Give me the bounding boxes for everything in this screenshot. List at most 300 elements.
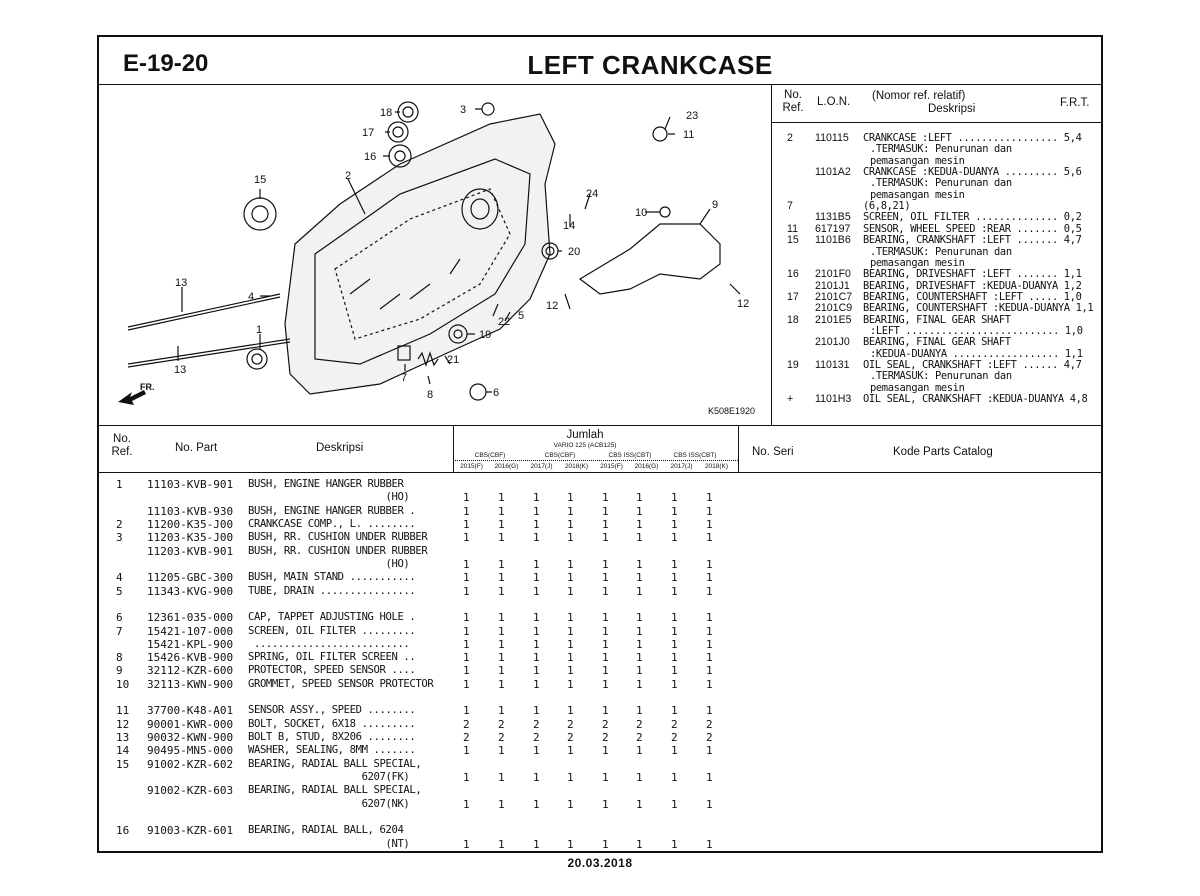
parts-row-desc: BUSH, ENGINE HANGER RUBBER .	[248, 504, 416, 517]
year-header: 2015(F)	[460, 463, 483, 470]
year-header: 2017(J)	[530, 463, 553, 470]
ref-row-lon: 2101J1	[815, 279, 850, 292]
parts-row-qty: 2	[706, 731, 713, 745]
parts-row-qty: 1	[533, 504, 540, 518]
parts-row-desc: BEARING, RADIAL BALL, 6204	[248, 824, 404, 837]
callout-5: 5	[518, 310, 525, 322]
parts-row-qty: 1	[602, 584, 609, 598]
ref-row-ref: 19	[787, 359, 799, 371]
sensor-11-icon	[653, 127, 667, 141]
parts-row-qty: 1	[463, 571, 470, 585]
callout-6: 6	[493, 387, 500, 399]
parts-row-qty: 1	[706, 531, 713, 545]
parts-row-ref: 12	[116, 717, 130, 731]
parts-row-ref: 10	[116, 677, 130, 691]
callout-19: 19	[479, 329, 492, 341]
parts-row-qty: 1	[671, 571, 678, 585]
parts-row-qty: 2	[671, 731, 678, 745]
parts-row-qty: 1	[498, 584, 505, 598]
parts-row-qty: 1	[671, 531, 678, 545]
parts-row-qty: 1	[463, 704, 470, 718]
parts-row-qty: 1	[463, 771, 470, 785]
ref-row-lon: 617197	[815, 222, 851, 235]
ref-row-desc: CRANKCASE :LEFT ................. 5,4	[863, 132, 1082, 144]
parts-row-qty: 1	[706, 504, 713, 518]
callout-23: 23	[686, 110, 699, 122]
ref-row-desc: BEARING, DRIVESHAFT :KEDUA-DUANYA 1,2	[863, 279, 1082, 292]
parts-row-qty: 1	[671, 797, 678, 811]
parts-row-qty: 1	[706, 571, 713, 585]
footer-date: 20.03.2018	[567, 856, 633, 870]
parts-row-qty: 1	[498, 491, 505, 505]
parts-row-qty: 1	[706, 637, 713, 651]
ref-header-lon: L.O.N.	[817, 96, 851, 108]
parts-header-model: VARIO 125 (ACB125)	[553, 442, 617, 449]
parts-row-qty: 1	[498, 571, 505, 585]
parts-header-group-1: CBS(CBF)	[474, 452, 506, 459]
parts-row-qty: 1	[463, 584, 470, 598]
bearing-18-icon	[398, 102, 418, 122]
parts-row-qty: 1	[498, 611, 505, 625]
ref-row-desc: BEARING, COUNTERSHAFT :LEFT ..... 1,0	[863, 290, 1082, 303]
parts-row-desc: (HO)	[248, 491, 410, 504]
parts-row-qty: 1	[636, 837, 643, 851]
svg-text:FR.: FR.	[140, 382, 155, 392]
callout-2: 2	[345, 170, 352, 182]
year-header: 2018(K)	[704, 463, 729, 470]
parts-row-qty: 1	[671, 491, 678, 505]
parts-row-qty: 1	[636, 491, 643, 505]
ref-row-desc: pemasangan mesin	[870, 381, 965, 394]
parts-row-qty: 1	[533, 651, 540, 665]
parts-row-qty: 1	[602, 664, 609, 678]
parts-row-qty: 2	[463, 731, 470, 745]
parts-row-qty: 1	[636, 624, 643, 638]
ref-row-lon: 2101J0	[815, 336, 850, 349]
parts-row-qty: 1	[602, 571, 609, 585]
parts-row-qty: 2	[533, 717, 540, 731]
parts-row-qty: 2	[706, 717, 713, 731]
parts-row-qty: 1	[463, 517, 470, 531]
ref-row-lon: 2101F0	[815, 268, 851, 281]
ref-row-ref: 11	[787, 222, 798, 235]
parts-row-ref: 11	[116, 704, 130, 718]
parts-row-qty: 1	[671, 504, 678, 518]
parts-header-jumlah: Jumlah	[566, 429, 604, 441]
parts-row-qty: 1	[498, 504, 505, 518]
parts-row-qty: 1	[602, 797, 609, 811]
parts-row-qty: 1	[567, 837, 574, 851]
parts-row-qty: 1	[602, 491, 609, 505]
parts-row-ref: 14	[116, 744, 130, 758]
parts-row-ref: 8	[116, 651, 123, 665]
parts-row-qty: 1	[671, 637, 678, 651]
parts-row-desc: SENSOR ASSY., SPEED ........	[248, 704, 416, 717]
year-header: 2018(K)	[564, 463, 589, 470]
parts-row-desc: 6207(FK)	[248, 771, 410, 784]
parts-row-qty: 1	[567, 571, 574, 585]
ref-row-lon: 2101C7	[815, 290, 853, 303]
parts-row-qty: 1	[636, 664, 643, 678]
callout-7: 7	[401, 372, 408, 384]
parts-col-rule-qty-right	[738, 425, 739, 472]
parts-row-qty: 1	[567, 504, 574, 518]
callout-11: 11	[683, 129, 695, 141]
parts-row-part-number: 90032-KWN-900	[147, 731, 234, 745]
parts-row-qty: 1	[706, 557, 713, 571]
year-header: 2016(G)	[494, 463, 519, 470]
ref-row-lon: 110131	[815, 359, 850, 371]
parts-row-qty: 1	[636, 771, 643, 785]
parts-header-no-part: No. Part	[175, 442, 218, 454]
ref-row-desc: BEARING, FINAL GEAR SHAFT	[863, 313, 1011, 326]
parts-row-qty: 1	[463, 531, 470, 545]
parts-row-qty: 1	[533, 704, 540, 718]
parts-row-qty: 1	[636, 531, 643, 545]
parts-row-qty: 1	[602, 637, 609, 651]
parts-row-qty: 1	[636, 571, 643, 585]
parts-row-qty: 2	[636, 717, 643, 731]
parts-row-qty: 1	[567, 531, 574, 545]
parts-row-qty: 1	[671, 664, 678, 678]
ref-header-desc: Deskripsi	[928, 103, 976, 115]
parts-row-qty: 1	[706, 744, 713, 758]
parts-row-qty: 1	[498, 837, 505, 851]
parts-row-part-number: 11205-GBC-300	[147, 571, 234, 585]
parts-row-qty: 1	[636, 557, 643, 571]
callout-10: 10	[635, 207, 648, 219]
bearing-17-icon	[388, 122, 408, 142]
parts-row-qty: 1	[706, 664, 713, 678]
ref-header-divider	[771, 122, 1101, 123]
section-code: E-19-20	[123, 50, 209, 77]
parts-row-qty: 1	[533, 611, 540, 625]
parts-row-desc: BOLT B, STUD, 8X206 ........	[248, 731, 416, 744]
parts-row-desc: BUSH, MAIN STAND ...........	[248, 571, 416, 584]
washer-10-icon	[660, 207, 670, 217]
callout-16: 16	[364, 151, 377, 163]
callout-17: 17	[362, 127, 375, 139]
parts-row-qty: 1	[463, 837, 470, 851]
parts-row-qty: 1	[463, 797, 470, 811]
ref-row-desc: BEARING, COUNTERSHAFT :KEDUA-DUANYA 1,1	[863, 302, 1094, 315]
parts-row-qty: 2	[498, 731, 505, 745]
parts-row-qty: 1	[602, 677, 609, 691]
parts-row-qty: 1	[498, 771, 505, 785]
parts-row-qty: 1	[706, 611, 713, 625]
parts-row-qty: 1	[706, 797, 713, 811]
parts-row-desc: GROMMET, SPEED SENSOR PROTECTOR	[248, 677, 434, 690]
parts-header-no-seri: No. Seri	[752, 446, 794, 458]
callout-24: 24	[586, 188, 599, 200]
parts-row-qty: 1	[463, 744, 470, 758]
parts-row-qty: 1	[498, 664, 505, 678]
parts-col-rule-qty-left	[453, 425, 454, 472]
parts-row-qty: 1	[671, 704, 678, 718]
parts-row-qty: 1	[567, 611, 574, 625]
parts-row-desc: CAP, TAPPET ADJUSTING HOLE .	[248, 611, 416, 624]
parts-row-qty: 1	[636, 517, 643, 531]
parts-row-part-number: 12361-035-000	[147, 611, 234, 625]
parts-row-qty: 1	[602, 651, 609, 665]
parts-row-qty: 1	[533, 637, 540, 651]
parts-row-qty: 1	[671, 677, 678, 691]
parts-row-desc: BEARING, RADIAL BALL SPECIAL,	[248, 757, 422, 770]
callout-13: 13	[175, 277, 188, 289]
callout-9: 9	[712, 199, 719, 211]
parts-row-qty: 1	[706, 584, 713, 598]
ref-row-ref: 17	[787, 290, 799, 303]
callout-12: 12	[546, 300, 559, 312]
parts-row-qty: 1	[498, 637, 505, 651]
parts-row-qty: 1	[602, 837, 609, 851]
parts-row-qty: 1	[567, 637, 574, 651]
parts-row-qty: 1	[567, 517, 574, 531]
parts-row-part-number: 91002-KZR-603	[147, 784, 234, 798]
parts-row-desc: PROTECTOR, SPEED SENSOR ....	[248, 664, 416, 677]
parts-row-desc: BUSH, RR. CUSHION UNDER RUBBER	[248, 531, 428, 544]
parts-row-qty: 1	[463, 611, 470, 625]
parts-header-desc: Deskripsi	[316, 442, 364, 454]
figure-code: K508E1920	[708, 406, 756, 416]
callout-3: 3	[460, 104, 467, 116]
exploded-diagram	[100, 84, 770, 424]
ref-header-desc-top: (Nomor ref. relatif)	[872, 90, 966, 102]
parts-row-qty: 1	[671, 744, 678, 758]
parts-row-qty: 1	[463, 504, 470, 518]
parts-row-qty: 1	[567, 677, 574, 691]
parts-row-qty: 1	[533, 837, 540, 851]
fr-arrow-icon	[118, 382, 155, 405]
parts-row-ref: 3	[116, 531, 123, 545]
callout-4: 4	[248, 291, 255, 303]
ref-row-desc: OIL SEAL, CRANKSHAFT :KEDUA-DUANYA 4,8	[863, 393, 1088, 406]
parts-row-qty: 1	[567, 491, 574, 505]
ref-row-desc: pemasangan mesin	[870, 188, 965, 201]
callout-13b: 13	[174, 364, 187, 376]
parts-row-qty: 1	[498, 797, 505, 811]
parts-row-qty: 1	[567, 557, 574, 571]
parts-header-group-4: CBS ISS(CBT)	[673, 452, 717, 459]
parts-row-ref: 15	[116, 757, 130, 771]
parts-row-qty: 1	[671, 624, 678, 638]
parts-row-part-number: 11343-KVG-900	[147, 584, 234, 598]
parts-row-qty: 2	[567, 731, 574, 745]
parts-row-qty: 1	[498, 704, 505, 718]
parts-row-qty: 2	[463, 717, 470, 731]
page-title: LEFT CRANKCASE	[527, 50, 773, 80]
parts-header-group-3: CBS ISS(CBT)	[608, 452, 652, 459]
upper-lower-divider	[99, 425, 1101, 426]
parts-row-desc: SPRING, OIL FILTER SCREEN ..	[248, 651, 416, 664]
parts-row-qty: 1	[636, 611, 643, 625]
parts-row-qty: 1	[636, 744, 643, 758]
parts-row-qty: 1	[602, 771, 609, 785]
callout-18: 18	[380, 107, 393, 119]
parts-row-qty: 1	[498, 624, 505, 638]
parts-row-part-number: 91003-KZR-601	[147, 824, 234, 838]
parts-row-qty: 1	[671, 584, 678, 598]
parts-row-qty: 2	[671, 717, 678, 731]
year-header: 2015(F)	[600, 463, 623, 470]
ref-row-desc: BEARING, DRIVESHAFT :LEFT ....... 1,1	[863, 268, 1082, 281]
parts-row-part-number: 11203-KVB-901	[147, 544, 234, 558]
ref-row-lon: 2101C9	[815, 302, 853, 315]
parts-row-desc: BUSH, ENGINE HANGER RUBBER	[248, 478, 404, 490]
parts-row-qty: 1	[567, 744, 574, 758]
parts-row-qty: 1	[498, 651, 505, 665]
ref-row-desc: pemasangan mesin	[870, 256, 965, 269]
ref-row-ref: 16	[787, 268, 799, 281]
parts-row-qty: 1	[567, 771, 574, 785]
parts-row-qty: 1	[463, 677, 470, 691]
parts-row-qty: 1	[567, 704, 574, 718]
parts-row-qty: 1	[636, 651, 643, 665]
parts-row-qty: 1	[463, 557, 470, 571]
parts-row-desc: BEARING, RADIAL BALL SPECIAL,	[248, 784, 422, 797]
parts-row-ref: 13	[116, 731, 130, 745]
callout-20: 20	[568, 246, 581, 258]
parts-row-qty: 1	[463, 637, 470, 651]
parts-row-qty: 1	[706, 677, 713, 691]
parts-row-qty: 1	[671, 771, 678, 785]
callout-14: 14	[563, 220, 576, 232]
parts-row-qty: 1	[463, 491, 470, 505]
ref-header-no-ref: No. Ref.	[782, 89, 804, 114]
parts-row-part-number: 32112-KZR-600	[147, 664, 234, 678]
callout-12b: 12	[737, 298, 750, 310]
ref-row-lon: 1101B6	[815, 234, 851, 247]
parts-row-qty: 1	[636, 637, 643, 651]
parts-row-qty: 1	[533, 677, 540, 691]
parts-row-qty: 1	[636, 504, 643, 518]
ref-row-ref: +	[787, 393, 794, 406]
parts-row-qty: 2	[498, 717, 505, 731]
ref-row-lon: 1131B5	[815, 211, 851, 224]
callout-8: 8	[427, 389, 434, 401]
parts-row-qty: 1	[706, 517, 713, 531]
parts-row-desc: ..........................	[248, 637, 410, 650]
parts-row-qty: 2	[567, 717, 574, 731]
parts-row-qty: 1	[602, 531, 609, 545]
parts-row-part-number: 91002-KZR-602	[147, 757, 234, 771]
parts-row-qty: 1	[706, 837, 713, 851]
ref-row-desc: SENSOR, WHEEL SPEED :REAR ....... 0,5	[863, 222, 1082, 235]
parts-row-desc: BOLT, SOCKET, 6X18 .........	[248, 717, 416, 730]
ref-row-lon: 2101E5	[815, 313, 852, 326]
parts-row-part-number: 15421-KPL-900	[147, 637, 234, 651]
ref-row-lon: 1101H3	[815, 393, 852, 406]
parts-row-qty: 1	[706, 704, 713, 718]
parts-row-qty: 1	[636, 584, 643, 598]
parts-row-qty: 1	[498, 677, 505, 691]
parts-row-ref: 9	[116, 664, 123, 678]
callout-15: 15	[254, 174, 267, 186]
parts-row-ref: 4	[116, 571, 123, 585]
parts-row-part-number: 15421-107-000	[147, 624, 234, 638]
parts-row-part-number: 11200-K35-J00	[147, 517, 234, 531]
year-header: 2017(J)	[670, 463, 693, 470]
callout-1: 1	[256, 324, 263, 336]
parts-row-qty: 1	[498, 744, 505, 758]
parts-row-qty: 1	[706, 624, 713, 638]
parts-row-qty: 1	[671, 651, 678, 665]
parts-row-ref: 6	[116, 611, 123, 625]
ref-row-desc: .TERMASUK: Penurunan dan	[870, 245, 1012, 258]
parts-row-qty: 2	[602, 717, 609, 731]
parts-row-qty: 1	[533, 491, 540, 505]
parts-row-qty: 1	[602, 504, 609, 518]
protector-9-outline	[580, 224, 720, 294]
ref-row-desc: pemasangan mesin	[870, 154, 965, 167]
parts-row-ref: 16	[116, 824, 130, 838]
parts-row-qty: 1	[706, 491, 713, 505]
ref-row-desc: CRANKCASE :KEDUA-DUANYA ......... 5,6	[863, 166, 1082, 179]
parts-row-qty: 1	[636, 704, 643, 718]
parts-row-qty: 1	[533, 797, 540, 811]
parts-row-part-number: 37700-K48-A01	[147, 704, 234, 718]
parts-row-ref: 7	[116, 624, 123, 638]
parts-row-part-number: 11103-KVB-901	[147, 478, 234, 491]
parts-row-qty: 1	[602, 517, 609, 531]
parts-row-qty: 1	[567, 664, 574, 678]
parts-row-qty: 1	[706, 771, 713, 785]
bush-1-icon	[247, 349, 267, 369]
parts-row-qty: 1	[533, 771, 540, 785]
parts-row-part-number: 90495-MN5-000	[147, 744, 234, 758]
ref-row-desc: OIL SEAL, CRANKSHAFT :LEFT ...... 4,7	[863, 359, 1082, 371]
parts-row-part-number: 32113-KWN-900	[147, 677, 234, 691]
parts-row-qty: 1	[533, 744, 540, 758]
ref-row-desc: .TERMASUK: Penurunan dan	[870, 177, 1012, 190]
ref-row-desc: BEARING, FINAL GEAR SHAFT	[863, 336, 1011, 349]
parts-row-qty: 1	[567, 624, 574, 638]
parts-header-no-ref: No. Ref.	[111, 433, 133, 458]
parts-row-qty: 2	[636, 731, 643, 745]
parts-row-qty: 1	[567, 651, 574, 665]
parts-year-rule	[453, 460, 738, 461]
parts-header-group-2: CBS(CBF)	[544, 452, 576, 459]
parts-row-part-number: 11203-K35-J00	[147, 531, 234, 545]
parts-row-qty: 1	[602, 624, 609, 638]
parts-row-part-number: 15426-KVB-900	[147, 651, 234, 665]
ref-row-lon: 110115	[815, 132, 849, 144]
ref-row-ref: 18	[787, 313, 799, 326]
parts-row-ref: 5	[116, 584, 123, 598]
ref-row-desc: :LEFT .......................... 1,0	[870, 324, 1083, 337]
bush-3-icon	[482, 103, 494, 115]
parts-row-qty: 1	[636, 797, 643, 811]
ref-row-desc: :KEDUA-DUANYA .................. 1,1	[870, 347, 1083, 360]
parts-row-qty: 1	[533, 624, 540, 638]
parts-row-qty: 2	[602, 731, 609, 745]
parts-row-desc: WASHER, SEALING, 8MM .......	[248, 744, 416, 757]
ref-row-desc: .TERMASUK: Penurunan dan	[870, 370, 1012, 383]
parts-row-qty: 1	[602, 744, 609, 758]
parts-row-qty: 1	[706, 651, 713, 665]
parts-row-ref: 1	[116, 478, 123, 491]
parts-row-qty: 1	[671, 557, 678, 571]
parts-row-ref: 2	[116, 517, 123, 531]
parts-row-desc: (NT)	[248, 837, 410, 850]
parts-row-qty: 1	[498, 531, 505, 545]
parts-row-qty: 1	[533, 517, 540, 531]
parts-header-bottom-rule	[99, 472, 1101, 473]
parts-row-desc: 6207(NK)	[248, 797, 410, 810]
parts-row-qty: 1	[533, 557, 540, 571]
parts-row-desc: (HO)	[248, 557, 410, 570]
parts-row-desc: TUBE, DRAIN ................	[248, 584, 416, 597]
